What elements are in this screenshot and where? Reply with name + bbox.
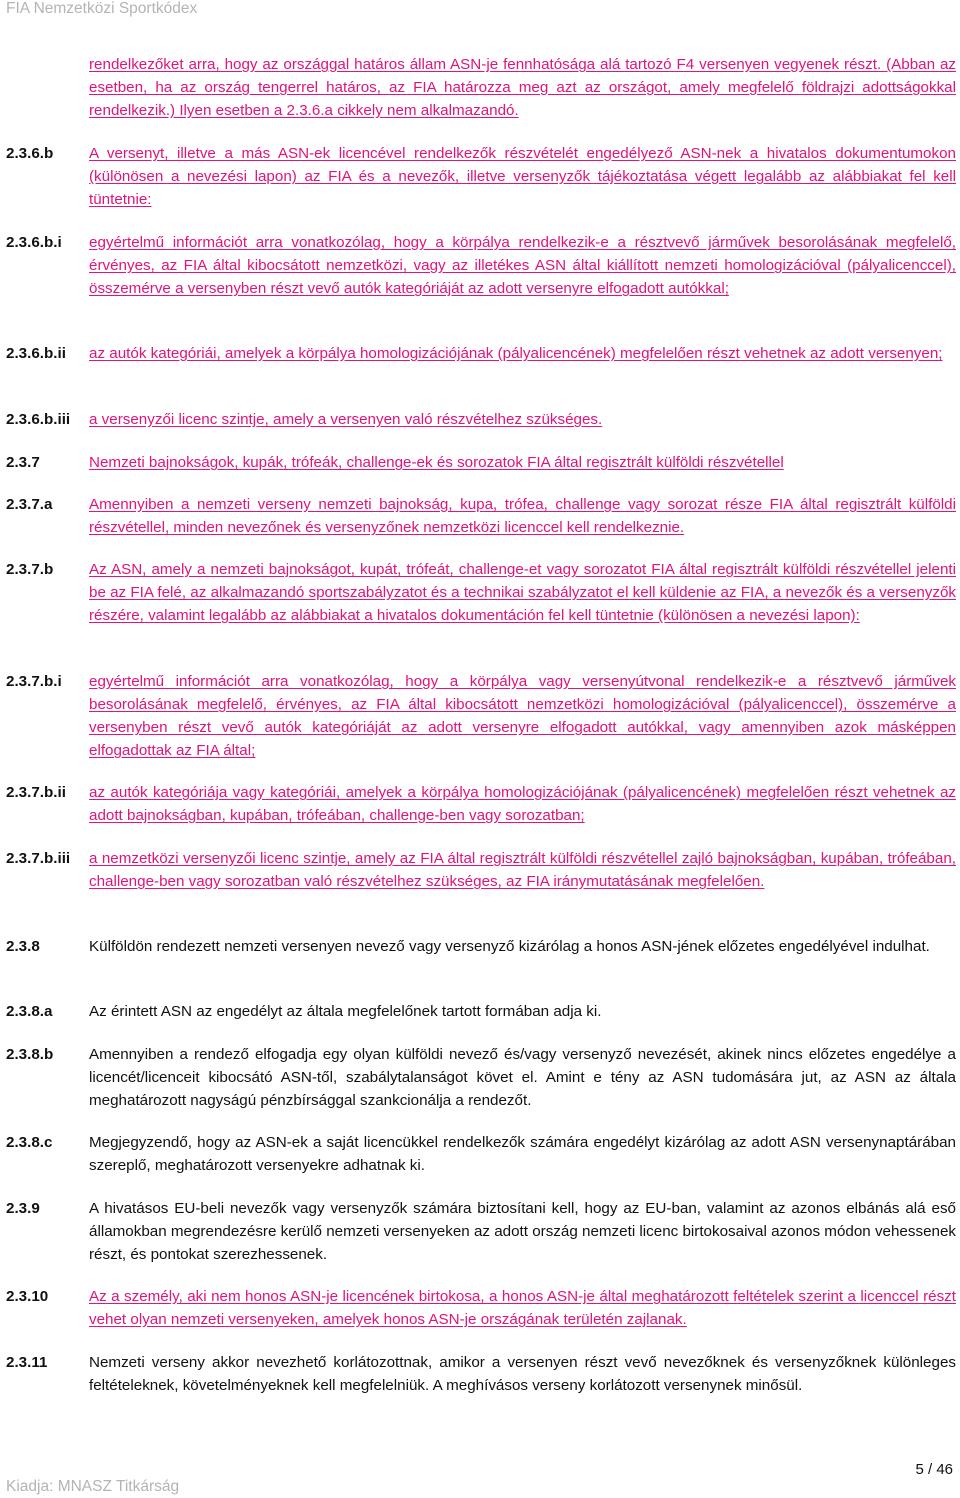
paragraph-number: 2.3.7 [6,454,40,471]
paragraph-2-3-11 [6,1351,956,1397]
paragraph-text: Az ASN, amely a nemzeti bajnokságot, kupát, trófeát, challenge-et vagy sorozatot FIA által regisztrált külföldi részvétellel jelenti be az FIA felé, az alkalmazandó sportszabályzatot és a technikai szabályzatot el kell küldenie az FIA, a nevezők és a versenyzők részére, valamint legalább az alábbiakat a hivatalos dokumentáción fel kell tüntetnie (különösen a nevezési lapon): [89,561,956,624]
paragraph-2-3-7-b-ii [6,781,956,827]
paragraph-text: Külföldön rendezett nemzeti versenyen nevező vagy versenyző kizárólag a honos ASN-jének előzetes engedélyével indulhat. [89,938,930,955]
paragraph-number: 2.3.7.b.i [6,673,62,690]
paragraph-number: 2.3.8 [6,938,40,955]
paragraph-text: A hivatásos EU-beli nevezők vagy versenyzők számára biztosítani kell, hogy az EU-ban, valamint az azonos elbánás alá eső államokban megrendezésre kerülő nemzeti versenyeken az adott ország nemzeti licenc birtokosaival azonos módon vehessenek részt, és pontokat szerezhessenek. [89,1200,957,1263]
paragraph-continuation [6,53,956,122]
paragraph-text: a nemzetközi versenyzői licenc szintje, amely az FIA által regisztrált külföldi részvétellel zajló bajnokságban, kupában, trófeában, challenge-ben vagy sorozatban való részvételhez szükséges, az FIA iránymutatásának megfelelően. [89,850,956,890]
paragraph-number: 2.3.7.b.ii [6,784,66,801]
paragraph-2-3-7-b-i [6,670,956,762]
paragraph-2-3-10 [6,1285,956,1331]
paragraph-number: 2.3.11 [6,1354,48,1371]
paragraph-text: Nemzeti verseny akkor nevezhető korlátozottnak, amikor a versenyen részt vevő nevezőknek és versenyzőknek különleges feltételeknek, követelményeknek kell megfelelniük. A meghívásos verseny korlátozott versenynek minősül. [89,1354,956,1394]
paragraph-text: Nemzeti bajnokságok, kupák, trófeák, challenge-ek és sorozatok FIA által regisztrált külföldi részvétellel [89,454,784,471]
paragraph-2-3-6-b-i [6,231,956,300]
paragraph-text: A versenyt, illetve a más ASN-ek licencével rendelkezők részvételét engedélyező ASN-nek a hivatalos dokumentumokon (különösen a nevezési lapon) az FIA és a nevezők, illetve versenyzők tájékoztatása végett legalább az alábbiakat fel kell tüntetnie: [89,145,956,208]
paragraph-number: 2.3.6.b.iii [6,411,71,428]
paragraph-2-3-8-c [6,1131,956,1177]
paragraph-2-3-7 [6,451,956,474]
paragraph-text: az autók kategóriái, amelyek a körpálya homologizációjának (pályalicencének) megfelelően részt vehetnek az adott versenyen; [89,345,943,362]
paragraph-2-3-6-b-iii [6,408,956,431]
paragraph-text: egyértelmű információt arra vonatkozólag, hogy a körpálya vagy versenyútvonal rendelkezik-e a résztvevő járművek besorolásának megfelelő, érvényes, az FIA által kibocsátott nemzetközi homologizációval (pályalicenccel), összemérve a versenyben részt vevő autók kategóriáját az adott versenyre elfogadott autókkal, vagy amennyiben azok másképpen elfogadottak az FIA által; [89,673,956,759]
paragraph-number: 2.3.7.b.iii [6,850,71,867]
paragraph-number: 2.3.8.c [6,1134,53,1151]
paragraph-text: Megjegyzendő, hogy az ASN-ek a saját licencükkel rendelkezők számára engedélyt kizárólag az adott ASN versenynaptárában szereplő, meghatározott versenyekre adhatnak ki. [89,1134,956,1174]
paragraph-2-3-9 [6,1197,956,1266]
paragraph-text: egyértelmű információt arra vonatkozólag, hogy a körpálya rendelkezik-e a résztvevő járművek besorolásának megfelelő, érvényes, az FIA által kibocsátott nemzetközi, vagy az illetékes ASN által kiállított nemzeti homologizációval (pályalicenccel), összemérve a versenyben részt vevő autók kategóriáját az adott versenyre elfogadott autókkal; [89,234,956,297]
paragraph-text: Az érintett ASN az engedélyt az általa megfelelőnek tartott formában adja ki. [89,1003,602,1020]
paragraph-number: 2.3.9 [6,1200,40,1217]
paragraph-text: Az a személy, aki nem honos ASN-je licencének birtokosa, a honos ASN-je által meghatározott feltételek szerint a licenccel részt vehet olyan nemzeti versenyeken, amelyek honos ASN-je országának területén zajlanak. [89,1288,956,1328]
paragraph-2-3-7-a [6,493,956,539]
paragraph-number: 2.3.10 [6,1288,49,1305]
paragraph-2-3-7-b-iii [6,847,956,893]
paragraph-text: az autók kategóriája vagy kategóriái, amelyek a körpálya homologizációjának (pályalicencének) megfelelően részt vehetnek az adott bajnokságban, kupában, trófeában, challenge-ben vagy sorozatban; [89,784,956,824]
paragraph-number: 2.3.6.b.ii [6,345,66,362]
paragraph-2-3-6-b [6,142,956,211]
paragraph-number: 2.3.8.a [6,1003,53,1020]
paragraph-2-3-7-b [6,558,956,627]
footer-issuer: Kiadja: MNASZ Titkárság [6,1478,180,1495]
paragraph-number: 2.3.8.b [6,1046,54,1063]
paragraph-2-3-8 [6,935,956,958]
paragraph-number: 2.3.6.b.i [6,234,62,251]
paragraph-number: 2.3.7.b [6,561,54,578]
paragraph-text: a versenyzői licenc szintje, amely a versenyen való részvételhez szükséges. [89,411,603,428]
paragraph-2-3-8-a [6,1000,956,1023]
paragraph-text: Amennyiben a rendező elfogadja egy olyan külföldi nevező és/vagy versenyző nevezését, akinek nincs előzetes engedélye a licencét/licenceit kibocsátó ASN-től, szabálytalanságot követ el. Amint e tény az ASN tudomására jut, az ASN az általa meghatározott nagyságú pénzbírsággal szankcionálja a rendezőt. [89,1046,956,1109]
paragraph-text: Amennyiben a nemzeti verseny nemzeti bajnokság, kupa, trófea, challenge vagy sorozat része FIA által regisztrált külföldi részvétellel, minden nevezőnek és versenyzőnek nemzetközi licenccel kell rendelkeznie. [89,496,956,536]
document-header-title: FIA Nemzetközi Sportkódex [6,0,198,17]
page-number: 5 / 46 [915,1461,953,1478]
paragraph-number: 2.3.6.b [6,145,54,162]
paragraph-2-3-8-b [6,1043,956,1112]
paragraph-number: 2.3.7.a [6,496,53,513]
paragraph-text: rendelkezőket arra, hogy az országgal határos állam ASN-je fennhatósága alá tartozó F4 versenyen vegyenek részt. (Abban az esetben, ha az ország tengerrel határos, az FIA határozza meg azt az országot, amely megfelelő földrajzi adottságokkal rendelkezik.) Ilyen esetben a 2.3.6.a cikkely nem alkalmazandó. [89,56,956,119]
paragraph-2-3-6-b-ii [6,342,956,365]
